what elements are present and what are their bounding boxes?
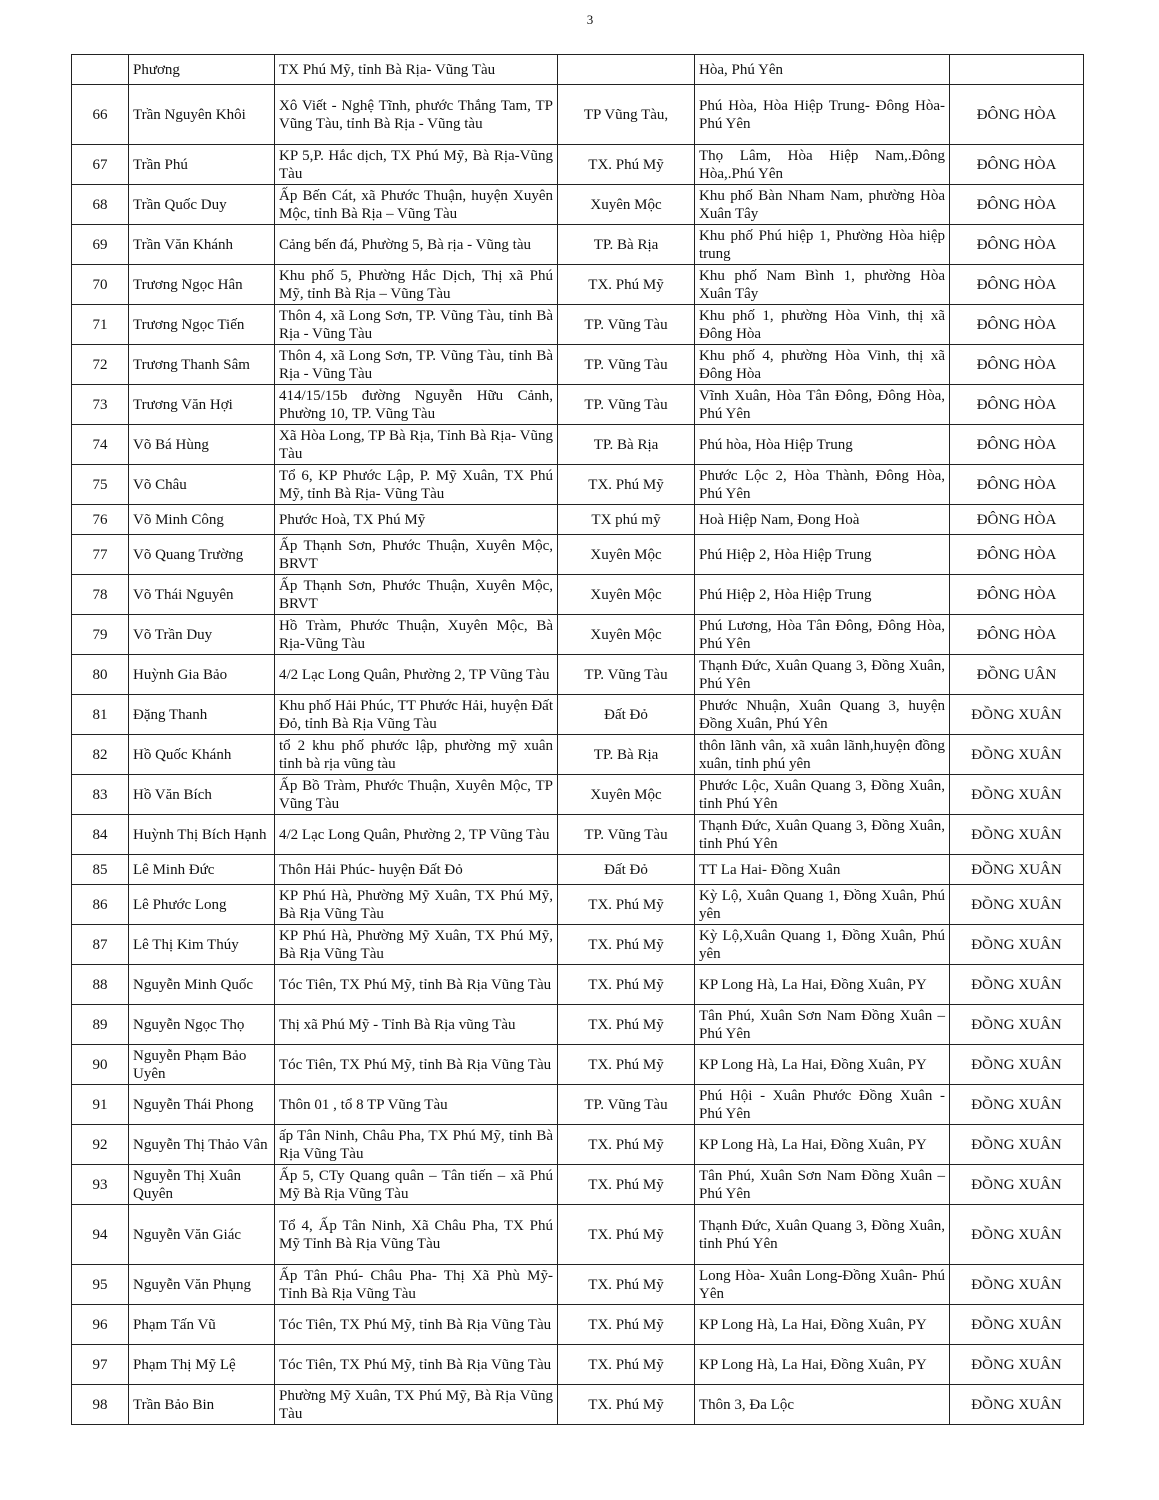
row-number-cell: 72 [72,345,129,385]
district-cell: TX. Phú Mỹ [558,1265,695,1305]
table-row [72,965,1084,1005]
home-district-group-cell: ĐỒNG XUÂN [950,885,1084,925]
table-row [72,465,1084,505]
hometown-cell: Phước Lộc, Xuân Quang 3, Đồng Xuân, tỉnh Phú Yên [695,775,950,815]
district-cell: TP. Bà Rịa [558,225,695,265]
hometown-cell: Thạnh Đức, Xuân Quang 3, Đồng Xuân, tỉnh Phú Yên [695,815,950,855]
table-row [72,225,1084,265]
row-number-cell: 74 [72,425,129,465]
row-number-cell [72,55,129,85]
home-district-group-cell: ĐỒNG XUÂN [950,1265,1084,1305]
home-district-group-cell: ĐÔNG HÒA [950,225,1084,265]
home-district-group-cell: ĐỒNG XUÂN [950,815,1084,855]
row-number-cell: 89 [72,1005,129,1045]
current-address-cell: KP Phú Hà, Phường Mỹ Xuân, TX Phú Mỹ, Bà Rịa Vũng Tàu [275,925,558,965]
current-address-cell: ấp Tân Ninh, Châu Pha, TX Phú Mỹ, tỉnh Bà Rịa Vũng Tàu [275,1125,558,1165]
row-number-cell: 86 [72,885,129,925]
table-row [72,425,1084,465]
district-cell: Đất Đỏ [558,695,695,735]
student-name-cell: Trương Ngọc Tiến [129,305,275,345]
student-name-cell: Huỳnh Gia Bảo [129,655,275,695]
current-address-cell: tổ 2 khu phố phước lập, phường mỹ xuân tỉnh bà rịa vũng tàu [275,735,558,775]
row-number-cell: 85 [72,855,129,885]
table-row [72,1045,1084,1085]
district-cell: Xuyên Mộc [558,185,695,225]
student-name-cell: Võ Minh Công [129,505,275,535]
row-number-cell: 83 [72,775,129,815]
current-address-cell: Tóc Tiên, TX Phú Mỹ, tỉnh Bà Rịa Vũng Tàu [275,965,558,1005]
hometown-cell: Vĩnh Xuân, Hòa Tân Đông, Đông Hòa, Phú Yên [695,385,950,425]
row-number-cell: 79 [72,615,129,655]
hometown-cell: Thọ Lâm, Hòa Hiệp Nam,.Đông Hòa,.Phú Yên [695,145,950,185]
row-number-cell: 92 [72,1125,129,1165]
hometown-cell: Khu phố 4, phường Hòa Vinh, thị xã Đông Hòa [695,345,950,385]
row-number-cell: 73 [72,385,129,425]
hometown-cell: Khu phố Nam Bình 1, phường Hòa Xuân Tây [695,265,950,305]
row-number-cell: 87 [72,925,129,965]
home-district-group-cell: ĐỒNG XUÂN [950,1305,1084,1345]
home-district-group-cell: ĐỒNG XUÂN [950,1045,1084,1085]
home-district-group-cell: ĐÔNG HÒA [950,345,1084,385]
district-cell: TX. Phú Mỹ [558,965,695,1005]
row-number-cell: 80 [72,655,129,695]
student-name-cell: Trần Quốc Duy [129,185,275,225]
row-number-cell: 81 [72,695,129,735]
table-row [72,695,1084,735]
table-row [72,265,1084,305]
table-row [72,305,1084,345]
district-cell: TP. Vũng Tàu [558,345,695,385]
table-row [72,385,1084,425]
current-address-cell: Hồ Tràm, Phước Thuận, Xuyên Mộc, Bà Rịa-Vũng Tàu [275,615,558,655]
home-district-group-cell: ĐỒNG XUÂN [950,1385,1084,1425]
student-name-cell: Huỳnh Thị Bích Hạnh [129,815,275,855]
table-row [72,345,1084,385]
student-name-cell: Đặng Thanh [129,695,275,735]
district-cell: TX. Phú Mỹ [558,1385,695,1425]
row-number-cell: 78 [72,575,129,615]
home-district-group-cell: ĐÔNG HÒA [950,575,1084,615]
row-number-cell: 76 [72,505,129,535]
current-address-cell: Tóc Tiên, TX Phú Mỹ, tỉnh Bà Rịa Vũng Tàu [275,1045,558,1085]
row-number-cell: 93 [72,1165,129,1205]
row-number-cell: 67 [72,145,129,185]
home-district-group-cell: ĐÔNG HÒA [950,145,1084,185]
district-cell: TX. Phú Mỹ [558,145,695,185]
district-cell: Xuyên Mộc [558,775,695,815]
table-row [72,1165,1084,1205]
current-address-cell: Cảng bến đá, Phường 5, Bà rịa - Vũng tàu [275,225,558,265]
hometown-cell: Phú Hiệp 2, Hòa Hiệp Trung [695,535,950,575]
hometown-cell: Khu phố 1, phường Hòa Vinh, thị xã Đông Hòa [695,305,950,345]
student-name-cell: Nguyễn Minh Quốc [129,965,275,1005]
hometown-cell: Long Hòa- Xuân Long-Đồng Xuân- Phú Yên [695,1265,950,1305]
current-address-cell: Xã Hòa Long, TP Bà Rịa, Tỉnh Bà Rịa- Vũng Tàu [275,425,558,465]
row-number-cell: 75 [72,465,129,505]
student-name-cell: Phương [129,55,275,85]
home-district-group-cell: ĐỒNG XUÂN [950,1345,1084,1385]
table-row [72,615,1084,655]
table-row [72,1005,1084,1045]
district-cell: TP. Vũng Tàu [558,305,695,345]
hometown-cell: Tân Phú, Xuân Sơn Nam Đồng Xuân – Phú Yên [695,1005,950,1045]
student-name-cell: Phạm Tấn Vũ [129,1305,275,1345]
row-number-cell: 97 [72,1345,129,1385]
table-row [72,1125,1084,1165]
current-address-cell: Khu phố 5, Phường Hắc Dịch, Thị xã Phú Mỹ, tỉnh Bà Rịa – Vũng Tàu [275,265,558,305]
current-address-cell: Ấp 5, CTy Quang quân – Tân tiến – xã Phú Mỹ Bà Rịa Vũng Tàu [275,1165,558,1205]
table-row [72,55,1084,85]
student-name-cell: Võ Châu [129,465,275,505]
current-address-cell: 4/2 Lạc Long Quân, Phường 2, TP Vũng Tàu [275,655,558,695]
district-cell: TX. Phú Mỹ [558,465,695,505]
student-name-cell: Nguyễn Ngọc Thọ [129,1005,275,1045]
home-district-group-cell: ĐÔNG HÒA [950,85,1084,145]
home-district-group-cell: ĐỒNG XUÂN [950,925,1084,965]
current-address-cell: Thôn Hải Phúc- huyện Đất Đỏ [275,855,558,885]
current-address-cell: 414/15/15b đường Nguyễn Hữu Cảnh, Phường 10, TP. Vũng Tàu [275,385,558,425]
home-district-group-cell: ĐỒNG XUÂN [950,775,1084,815]
district-cell: TP Vũng Tàu, [558,85,695,145]
home-district-group-cell: ĐỒNG XUÂN [950,735,1084,775]
student-name-cell: Nguyễn Phạm Bảo Uyên [129,1045,275,1085]
home-district-group-cell: ĐÔNG HÒA [950,265,1084,305]
district-cell: TX. Phú Mỹ [558,1045,695,1085]
district-cell: TP. Vũng Tàu [558,815,695,855]
district-cell: TX. Phú Mỹ [558,925,695,965]
hometown-cell: Thạnh Đức, Xuân Quang 3, Đồng Xuân, Phú Yên [695,655,950,695]
hometown-cell: KP Long Hà, La Hai, Đồng Xuân, PY [695,965,950,1005]
hometown-cell: Phước Nhuận, Xuân Quang 3, huyện Đồng Xuân, Phú Yên [695,695,950,735]
table-row [72,925,1084,965]
student-name-cell: Trần Văn Khánh [129,225,275,265]
current-address-cell: TX Phú Mỹ, tỉnh Bà Rịa- Vũng Tàu [275,55,558,85]
home-district-group-cell: ĐỒNG XUÂN [950,965,1084,1005]
home-district-group-cell: ĐỒNG XUÂN [950,1085,1084,1125]
student-name-cell: Phạm Thị Mỹ Lệ [129,1345,275,1385]
current-address-cell: 4/2 Lạc Long Quân, Phường 2, TP Vũng Tàu [275,815,558,855]
current-address-cell: KP Phú Hà, Phường Mỹ Xuân, TX Phú Mỹ, Bà Rịa Vũng Tàu [275,885,558,925]
table-body [72,55,1084,1425]
student-name-cell: Lê Phước Long [129,885,275,925]
current-address-cell: Khu phố Hải Phúc, TT Phước Hải, huyện Đất Đỏ, tỉnh Bà Rịa Vũng Tàu [275,695,558,735]
hometown-cell: KP Long Hà, La Hai, Đồng Xuân, PY [695,1345,950,1385]
hometown-cell: KP Long Hà, La Hai, Đồng Xuân, PY [695,1305,950,1345]
table-row [72,1345,1084,1385]
district-cell: TP. Vũng Tàu [558,655,695,695]
district-cell: TP. Bà Rịa [558,425,695,465]
row-number-cell: 96 [72,1305,129,1345]
table-row [72,735,1084,775]
current-address-cell: Xô Viết - Nghệ Tĩnh, phước Thắng Tam, TP Vũng Tàu, tỉnh Bà Rịa - Vũng tàu [275,85,558,145]
student-name-cell: Nguyễn Thái Phong [129,1085,275,1125]
student-name-cell: Lê Thị Kim Thúy [129,925,275,965]
student-name-cell: Nguyễn Văn Giác [129,1205,275,1265]
current-address-cell: Tổ 4, Ấp Tân Ninh, Xã Châu Pha, TX Phú Mỹ Tỉnh Bà Rịa Vũng Tàu [275,1205,558,1265]
current-address-cell: Phường Mỹ Xuân, TX Phú Mỹ, Bà Rịa Vũng Tàu [275,1385,558,1425]
student-name-cell: Nguyễn Thị Xuân Quyên [129,1165,275,1205]
hometown-cell: Kỳ Lộ,Xuân Quang 1, Đồng Xuân, Phú yên [695,925,950,965]
district-cell: TX. Phú Mỹ [558,1005,695,1045]
district-cell: TX. Phú Mỹ [558,265,695,305]
district-cell: TX. Phú Mỹ [558,1345,695,1385]
home-district-group-cell: ĐỒNG XUÂN [950,1125,1084,1165]
hometown-cell: Phú hòa, Hòa Hiệp Trung [695,425,950,465]
student-name-cell: Trương Văn Hợi [129,385,275,425]
home-district-group-cell: ĐỒNG XUÂN [950,1005,1084,1045]
row-number-cell: 71 [72,305,129,345]
district-cell: TP. Vũng Tàu [558,385,695,425]
hometown-cell: Hòa, Phú Yên [695,55,950,85]
student-name-cell: Hồ Văn Bích [129,775,275,815]
current-address-cell: Thị xã Phú Mỹ - Tỉnh Bà Rịa vũng Tàu [275,1005,558,1045]
district-cell [558,55,695,85]
row-number-cell: 98 [72,1385,129,1425]
home-district-group-cell: ĐÔNG HÒA [950,385,1084,425]
student-name-cell: Võ Quang Trường [129,535,275,575]
student-name-cell: Nguyễn Văn Phụng [129,1265,275,1305]
hometown-cell: Tân Phú, Xuân Sơn Nam Đồng Xuân – Phú Yên [695,1165,950,1205]
student-name-cell: Nguyễn Thị Thảo Vân [129,1125,275,1165]
table-row [72,1305,1084,1345]
table-row [72,145,1084,185]
row-number-cell: 82 [72,735,129,775]
hometown-cell: Thạnh Đức, Xuân Quang 3, Đồng Xuân, tỉnh Phú Yên [695,1205,950,1265]
home-district-group-cell: ĐỒNG XUÂN [950,1165,1084,1205]
row-number-cell: 95 [72,1265,129,1305]
current-address-cell: Tóc Tiên, TX Phú Mỹ, tỉnh Bà Rịa Vũng Tàu [275,1305,558,1345]
district-cell: TX. Phú Mỹ [558,1125,695,1165]
table-row [72,535,1084,575]
student-name-cell: Lê Minh Đức [129,855,275,885]
current-address-cell: Thôn 4, xã Long Sơn, TP. Vũng Tàu, tỉnh Bà Rịa - Vũng Tàu [275,305,558,345]
row-number-cell: 70 [72,265,129,305]
district-cell: Xuyên Mộc [558,535,695,575]
hometown-cell: Thôn 3, Đa Lộc [695,1385,950,1425]
hometown-cell: Phú Hòa, Hòa Hiệp Trung- Đông Hòa- Phú Yên [695,85,950,145]
student-name-cell: Trần Phú [129,145,275,185]
student-name-cell: Trần Nguyên Khôi [129,85,275,145]
hometown-cell: Phú Lương, Hòa Tân Đông, Đông Hòa, Phú Yên [695,615,950,655]
table-row [72,855,1084,885]
table-row [72,185,1084,225]
district-cell: TX. Phú Mỹ [558,1305,695,1345]
student-name-cell: Trương Ngọc Hân [129,265,275,305]
district-cell: Xuyên Mộc [558,575,695,615]
hometown-cell: thôn lãnh vân, xã xuân lãnh,huyện đồng xuân, tỉnh phú yên [695,735,950,775]
row-number-cell: 90 [72,1045,129,1085]
home-district-group-cell: ĐÔNG HÒA [950,305,1084,345]
hometown-cell: KP Long Hà, La Hai, Đồng Xuân, PY [695,1045,950,1085]
student-name-cell: Võ Thái Nguyên [129,575,275,615]
row-number-cell: 66 [72,85,129,145]
home-district-group-cell: ĐÔNG HÒA [950,615,1084,655]
current-address-cell: Thôn 4, xã Long Sơn, TP. Vũng Tàu, tỉnh Bà Rịa - Vũng Tàu [275,345,558,385]
hometown-cell: KP Long Hà, La Hai, Đồng Xuân, PY [695,1125,950,1165]
district-cell: Xuyên Mộc [558,615,695,655]
district-cell: TX phú mỹ [558,505,695,535]
home-district-group-cell: ĐỒNG XUÂN [950,1205,1084,1265]
hometown-cell: TT La Hai- Đồng Xuân [695,855,950,885]
hometown-cell: Kỳ Lộ, Xuân Quang 1, Đồng Xuân, Phú yên [695,885,950,925]
current-address-cell: Phước Hoà, TX Phú Mỹ [275,505,558,535]
row-number-cell: 91 [72,1085,129,1125]
home-district-group-cell: ĐÔNG HÒA [950,505,1084,535]
district-cell: TP. Bà Rịa [558,735,695,775]
table-row [72,1265,1084,1305]
current-address-cell: Ấp Thạnh Sơn, Phước Thuận, Xuyên Mộc, BRVT [275,535,558,575]
district-cell: TX. Phú Mỹ [558,1205,695,1265]
table-row [72,505,1084,535]
hometown-cell: Khu phố Bàn Nham Nam, phường Hòa Xuân Tây [695,185,950,225]
student-name-cell: Trương Thanh Sâm [129,345,275,385]
home-district-group-cell: ĐỒNG UÂN [950,655,1084,695]
student-name-cell: Võ Trần Duy [129,615,275,655]
row-number-cell: 69 [72,225,129,265]
home-district-group-cell: ĐỒNG XUÂN [950,855,1084,885]
home-district-group-cell: ĐÔNG HÒA [950,535,1084,575]
hometown-cell: Khu phố Phú hiệp 1, Phường Hòa hiệp trung [695,225,950,265]
home-district-group-cell: ĐÔNG HÒA [950,185,1084,225]
current-address-cell: Ấp Tân Phú- Châu Pha- Thị Xã Phù Mỹ- Tỉnh Bà Rịa Vũng Tàu [275,1265,558,1305]
table-row [72,775,1084,815]
table-row [72,1205,1084,1265]
row-number-cell: 88 [72,965,129,1005]
student-name-cell: Võ Bá Hùng [129,425,275,465]
table-row [72,1385,1084,1425]
table-row [72,815,1084,855]
row-number-cell: 68 [72,185,129,225]
district-cell: TX. Phú Mỹ [558,885,695,925]
table-row [72,85,1084,145]
home-district-group-cell [950,55,1084,85]
current-address-cell: Ấp Bến Cát, xã Phước Thuận, huyện Xuyên Mộc, tỉnh Bà Rịa – Vũng Tàu [275,185,558,225]
student-name-cell: Trần Bảo Bin [129,1385,275,1425]
current-address-cell: KP 5,P. Hắc dịch, TX Phú Mỹ, Bà Rịa-Vũng Tàu [275,145,558,185]
home-district-group-cell: ĐỒNG XUÂN [950,695,1084,735]
hometown-cell: Hoà Hiệp Nam, Đong Hoà [695,505,950,535]
district-cell: TX. Phú Mỹ [558,1165,695,1205]
district-cell: Đất Đỏ [558,855,695,885]
district-cell: TP. Vũng Tàu [558,1085,695,1125]
row-number-cell: 84 [72,815,129,855]
table-row [72,885,1084,925]
student-name-cell: Hồ Quốc Khánh [129,735,275,775]
home-district-group-cell: ĐÔNG HÒA [950,465,1084,505]
table-row [72,575,1084,615]
hometown-cell: Phú Hội - Xuân Phước Đồng Xuân - Phú Yên [695,1085,950,1125]
current-address-cell: Ấp Thạnh Sơn, Phước Thuận, Xuyên Mộc, BRVT [275,575,558,615]
row-number-cell: 77 [72,535,129,575]
page-number: 3 [586,12,594,27]
current-address-cell: Tổ 6, KP Phước Lập, P. Mỹ Xuân, TX Phú Mỹ, tỉnh Bà Rịa- Vũng Tàu [275,465,558,505]
member-table [71,54,1084,1425]
home-district-group-cell: ĐÔNG HÒA [950,425,1084,465]
row-number-cell: 94 [72,1205,129,1265]
table-row [72,1085,1084,1125]
hometown-cell: Phú Hiệp 2, Hòa Hiệp Trung [695,575,950,615]
hometown-cell: Phước Lộc 2, Hòa Thành, Đông Hòa, Phú Yên [695,465,950,505]
current-address-cell: Tóc Tiên, TX Phú Mỹ, tỉnh Bà Rịa Vũng Tàu [275,1345,558,1385]
current-address-cell: Thôn 01 , tổ 8 TP Vũng Tàu [275,1085,558,1125]
current-address-cell: Ấp Bồ Tràm, Phước Thuận, Xuyên Mộc, TP Vũng Tàu [275,775,558,815]
table-row [72,655,1084,695]
